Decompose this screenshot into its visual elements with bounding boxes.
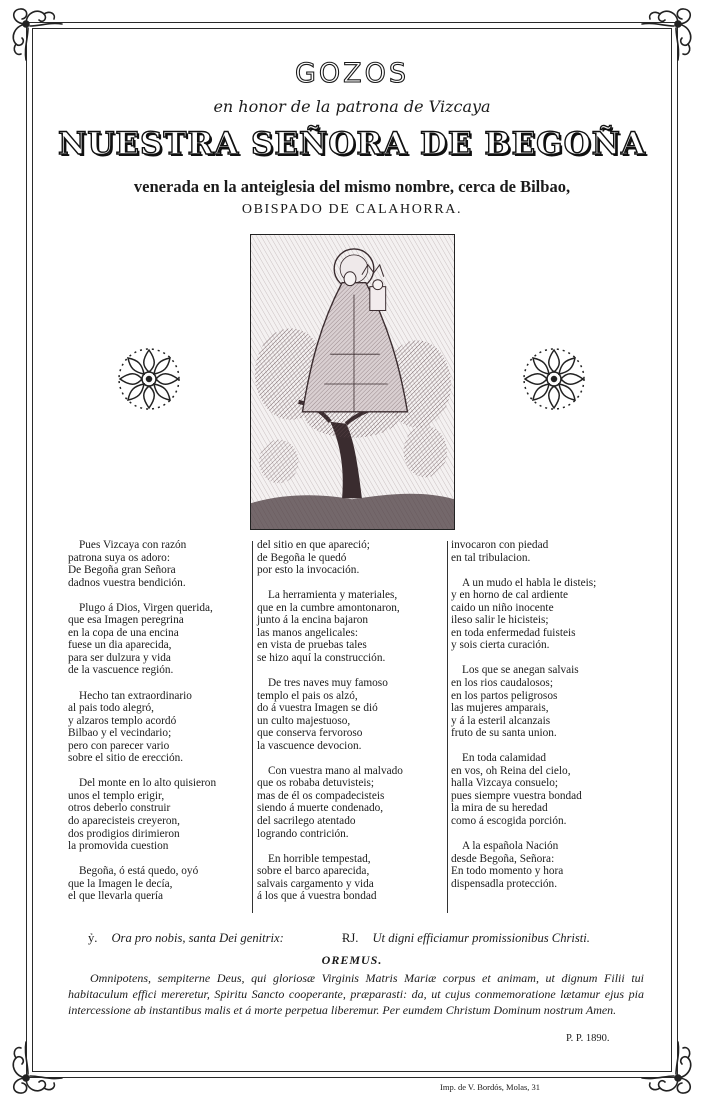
verse-line: unos el templo erigir, <box>68 789 165 802</box>
response-mark: ɌJ. <box>342 931 359 945</box>
verse-line: En toda calamidad <box>462 752 547 765</box>
verse-line: Hecho tan extraordinario <box>79 689 192 702</box>
stanza-break <box>68 853 254 866</box>
verse-line: y á la esteril alcanzais <box>451 714 551 727</box>
verse-column-2 <box>257 539 447 903</box>
verse-line: en vos, oh Reina del cielo, <box>451 764 571 777</box>
title-dedication: en honor de la patrona de Vizcaya <box>213 97 491 116</box>
verse-line: Pues Vizcaya con razón <box>79 539 187 551</box>
verse-line: Con vuestra mano al malvado <box>268 764 403 777</box>
verse-line: De Begoña gran Señora <box>68 564 176 577</box>
verse-line: y sois cierta curación. <box>451 639 550 652</box>
printer-imprint: Imp. de V. Bordós, Molas, 31 <box>440 1082 541 1092</box>
verse-line: se hizo aquí la construcción. <box>257 651 386 664</box>
title-main: NUESTRA SEÑORA DE BEGOÑA <box>57 126 647 162</box>
verse-line: siendo á muerte condenado, <box>257 802 384 815</box>
response <box>342 931 590 946</box>
verse-line: que la Imagen le decía, <box>68 877 173 890</box>
verse-line: en la copa de una encina <box>68 626 179 639</box>
verse-line: que esa Imagen peregrina <box>68 614 184 627</box>
verse-line: que os robaba detuvisteis; <box>257 777 375 790</box>
stanza-break <box>451 740 641 753</box>
verse-line: la mira de su heredad <box>451 802 548 815</box>
verse-line: de Begoña le quedó <box>257 551 347 564</box>
versicle <box>88 931 284 946</box>
versicle-response <box>0 931 704 947</box>
verse-line: la promovida cuestion <box>68 840 169 853</box>
verse-line: En horrible tempestad, <box>268 852 371 865</box>
verse-line: en los partos peligrosos <box>451 689 558 702</box>
versicle-text: Ora pro nobis, santa Dei genitrix: <box>111 931 284 945</box>
column-divider <box>252 541 253 913</box>
verse-line: para ser dulzura y vida <box>68 651 171 664</box>
verse-line: junto á la encina bajaron <box>257 614 369 627</box>
verse-line: en los rios caudalosos; <box>451 677 553 690</box>
verse-column-3 <box>451 539 641 890</box>
prayer-text: Omnipotens, sempiterne Deus, qui gloriosæ Virginis Matris Mariæ corpus et animam, ut dignum Filii tui habitaculum effici mereretur, Spiritu Sancto cooperante, præparasti: da, ut cujus conmemoratione lætamur ejus pia intercessione ab instantibus malis et á morte perpetua liberemur. Per eumdem Christum Dominum nostrum Amen. <box>68 971 644 1017</box>
verse-line: Begoña, ó está quedo, oyó <box>79 865 199 878</box>
verse-line: dadnos vuestra bendición. <box>68 576 186 589</box>
verse-line: sobre el barco aparecida, <box>257 865 370 878</box>
verse-line: dos prodigios dirimieron <box>68 827 180 840</box>
verse-line: que en la cumbre amontonaron, <box>257 601 400 614</box>
verse-line: caido un niño inocente <box>451 601 554 614</box>
verse-line: la vascuence devocion. <box>257 739 362 752</box>
verse-line: en vista de pruebas tales <box>257 639 367 652</box>
verse-line: do á vuestra Imagen se dió <box>257 702 378 715</box>
verse-line: fruto de su santa union. <box>451 727 557 740</box>
versicle-mark: ỷ. <box>88 931 98 945</box>
corner-ornament-bottom-left <box>6 1040 64 1098</box>
rosette-ornament-left <box>116 346 182 412</box>
stanza-break <box>68 677 254 690</box>
verse-line: do aparecisteis creyeron, <box>68 815 180 828</box>
verse-line: Del monte en lo alto quisieron <box>79 777 217 790</box>
rosette-ornament-right <box>521 346 587 412</box>
corner-ornament-bottom-right <box>640 1040 698 1098</box>
verse-line: De tres naves muy famoso <box>268 677 388 690</box>
response-text: Ut digni efficiamur promissionibus Christi. <box>372 931 590 945</box>
stanza-break <box>257 752 447 765</box>
verse-line: las mujeres amparais, <box>451 702 549 715</box>
verse-line: Bilbao y el vecindario; <box>68 727 172 740</box>
column-divider <box>447 541 448 913</box>
verse-line: invocaron con piedad <box>451 539 549 551</box>
verse-line: A la española Nación <box>462 840 559 853</box>
title-diocese: OBISPADO DE CALAHORRA. <box>241 202 463 217</box>
verse-line: al pais todo alegró, <box>68 702 154 715</box>
verse-column-1 <box>68 539 254 903</box>
stanza-break <box>451 652 641 665</box>
verse-line: ileso salir le hicisteis; <box>451 614 549 627</box>
verse-line: el que llevarla quería <box>68 890 164 903</box>
verse-line: otros deberlo construir <box>68 802 171 815</box>
verse-line: Plugo á Dios, Virgen querida, <box>79 601 213 614</box>
verse-line: La herramienta y materiales, <box>268 589 398 602</box>
verse-line: En todo momento y hora <box>451 865 564 878</box>
verse-line: las manos angelicales: <box>257 626 359 639</box>
verse-line: desde Begoña, Señora: <box>451 852 555 865</box>
verse-line: del sacrilego atentado <box>257 815 356 828</box>
verse-line: patrona suya os adoro: <box>68 551 170 564</box>
corner-ornament-top-right <box>640 4 698 62</box>
stanza-break <box>257 664 447 677</box>
title-subtitle: venerada en la anteiglesia del mismo nombre, cerca de Bilbao, <box>133 177 571 196</box>
stanza-break <box>451 564 641 577</box>
verse-line: dispensadla protección. <box>451 877 558 890</box>
verses-section <box>0 539 704 919</box>
verse-line: del sitio en que apareció; <box>257 539 370 551</box>
stanza-break <box>257 840 447 853</box>
title-gozos: GOZOS <box>294 58 410 89</box>
verse-line: como á escogida porción. <box>451 815 567 828</box>
verse-line: á los que á vuestra bondad <box>257 890 377 903</box>
verse-line: salvais cargamento y vida <box>257 877 374 890</box>
corner-ornament-top-left <box>6 4 64 62</box>
verse-line: Los que se anegan salvais <box>462 664 579 677</box>
verse-line: pues siempre vuestra bondad <box>451 789 582 802</box>
verse-line: sobre el sitio de erección. <box>68 752 184 765</box>
verse-line: y alzaros templo acordó <box>68 714 177 727</box>
verse-line: que conserva fervoroso <box>257 727 363 740</box>
verse-line: de la vascuence región. <box>68 664 174 677</box>
verse-line: logrando contrición. <box>257 827 349 840</box>
stanza-break <box>451 828 641 841</box>
verse-line: en toda enfermedad fuisteis <box>451 626 576 639</box>
verse-line: mas de él os compadecisteis <box>257 789 385 802</box>
verse-line: A un mudo el habla le disteis; <box>462 576 597 589</box>
verse-line: un culto majestuoso, <box>257 714 351 727</box>
verse-line: halla Vizcaya consuelo; <box>451 777 559 790</box>
verse-line: y en horno de cal ardiente <box>451 589 568 602</box>
verse-line: por esto la invocación. <box>257 564 360 577</box>
stanza-break <box>68 589 254 602</box>
verse-line: templo el pais os alzó, <box>257 689 358 702</box>
virgin-engraving <box>250 234 455 530</box>
oremus-heading: OREMUS. <box>321 953 383 967</box>
signature-date: P. P. 1890. <box>566 1033 610 1044</box>
verse-line: pero con parecer vario <box>68 739 170 752</box>
verse-line: fuese un dia aparecida, <box>68 639 172 652</box>
verse-line: en tal tribulacion. <box>451 551 531 564</box>
stanza-break <box>257 577 447 590</box>
stanza-break <box>68 765 254 778</box>
